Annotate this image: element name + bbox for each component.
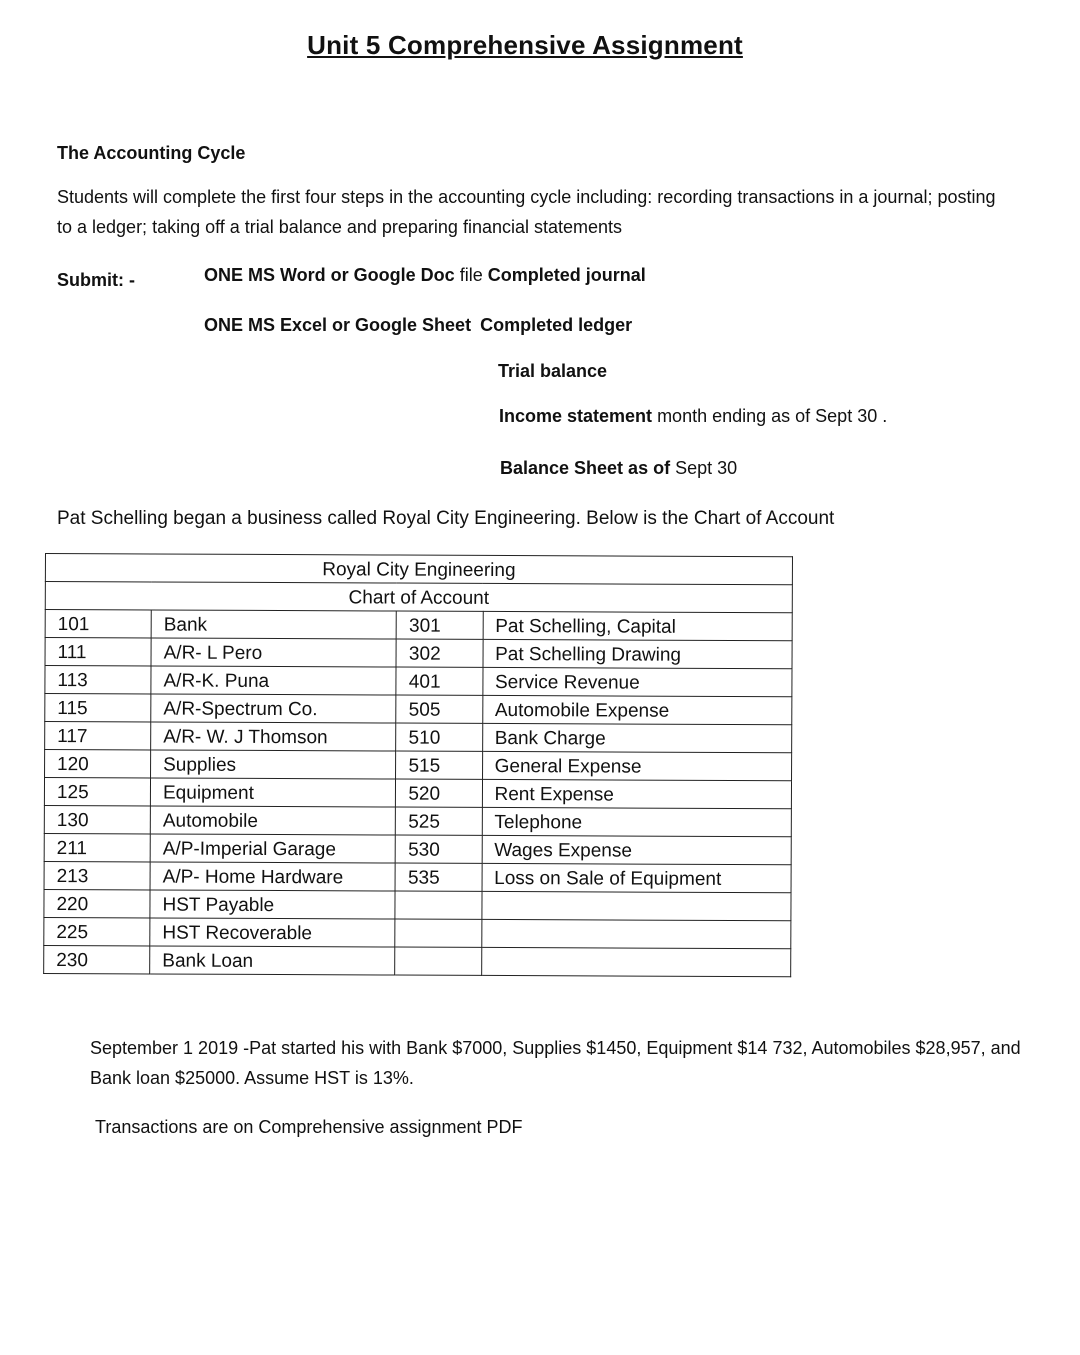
submit-label: Submit: - <box>57 270 135 290</box>
coa-account-name: Automobile <box>150 806 395 835</box>
coa-row <box>44 917 791 948</box>
submit-file-suffix: file <box>459 265 483 285</box>
coa-account-name: HST Payable <box>150 890 395 919</box>
coa-account-name: HST Recoverable <box>150 918 395 947</box>
coa-account-name <box>481 919 791 948</box>
coa-row <box>45 666 792 697</box>
coa-row <box>45 694 792 725</box>
coa-account-name: Service Revenue <box>482 667 792 696</box>
coa-account-number: 101 <box>45 610 151 638</box>
coa-account-number: 111 <box>45 638 151 666</box>
coa-account-name: A/R- W. J Thomson <box>151 722 396 751</box>
coa-account-number: 211 <box>44 833 150 861</box>
coa-account-number: 301 <box>397 611 483 639</box>
coa-account-number: 401 <box>396 667 482 695</box>
coa-row <box>44 861 791 892</box>
coa-account-name: Wages Expense <box>482 835 792 864</box>
submit-file-name: ONE MS Word or Google Doc <box>204 265 455 285</box>
coa-account-name: Bank Charge <box>482 723 792 752</box>
coa-account-number: 520 <box>396 779 482 807</box>
coa-heading-row <box>45 582 792 613</box>
chart-of-account-table <box>43 553 793 977</box>
coa-account-number: 515 <box>396 751 482 779</box>
submit-file-word <box>204 265 646 286</box>
deliverable-trial-balance <box>498 361 607 382</box>
coa-account-name: Bank Loan <box>150 946 395 975</box>
coa-account-number: 505 <box>396 695 482 723</box>
coa-account-number: 510 <box>396 723 482 751</box>
coa-account-name: Automobile Expense <box>482 695 792 724</box>
coa-account-number: 225 <box>44 917 150 945</box>
business-description: Pat Schelling began a business called Royal City Engineering. Below is the Chart of Account <box>57 508 835 529</box>
coa-account-number: 113 <box>45 666 151 694</box>
deliverable-bold: Trial balance <box>498 361 608 381</box>
deliverable-plain: month ending as of Sept 30 . <box>657 406 888 426</box>
submit-deliverable: Completed journal <box>487 265 646 285</box>
coa-row <box>44 778 791 809</box>
coa-heading: Chart of Account <box>45 582 792 613</box>
coa-account-number: 230 <box>44 945 150 973</box>
coa-account-number: 302 <box>396 639 482 667</box>
submit-deliverable: Completed ledger <box>480 315 633 335</box>
coa-account-name: A/R-K. Puna <box>151 666 396 695</box>
page-title: Unit 5 Comprehensive Assignment <box>307 30 743 60</box>
coa-account-name <box>481 891 791 920</box>
coa-company-name: Royal City Engineering <box>45 554 792 585</box>
coa-account-name: Pat Schelling Drawing <box>483 639 793 668</box>
intro-paragraph: Students will complete the first four steps in the accounting cycle including: recording transactions in a journal; posting to a ledger; taking off a trial balance and preparing financial statements <box>57 187 996 237</box>
coa-account-number: 117 <box>45 722 151 750</box>
coa-account-name: Pat Schelling, Capital <box>483 611 793 640</box>
coa-account-number: 535 <box>395 863 481 891</box>
coa-account-number: 525 <box>396 807 482 835</box>
coa-account-name: General Expense <box>482 751 792 780</box>
coa-account-number <box>395 891 481 919</box>
coa-account-name: A/P- Home Hardware <box>150 862 395 891</box>
submit-file-excel <box>204 315 632 336</box>
deliverable-bold: Income statement <box>499 406 653 426</box>
coa-account-name: Equipment <box>150 778 395 807</box>
coa-account-name: Rent Expense <box>482 779 792 808</box>
coa-account-number: 115 <box>45 694 151 722</box>
coa-account-name: Supplies <box>151 750 396 779</box>
coa-account-number: 125 <box>44 778 150 806</box>
opening-balances-text: September 1 2019 -Pat started his with Bank $7000, Supplies $1450, Equipment $14 732, Automobiles $28,957, and Bank loan $25000. Assume HST is 13%. <box>90 1038 1021 1088</box>
coa-row <box>45 722 792 753</box>
coa-account-number: 130 <box>44 805 150 833</box>
coa-account-number: 213 <box>44 861 150 889</box>
coa-account-number: 220 <box>44 889 150 917</box>
coa-account-name: A/P-Imperial Garage <box>150 834 395 863</box>
deliverable-balance-sheet <box>500 458 737 479</box>
deliverable-plain: Sept 30 <box>675 458 738 478</box>
coa-account-name: A/R-Spectrum Co. <box>151 694 396 723</box>
coa-row <box>45 610 792 641</box>
coa-row <box>44 833 791 864</box>
coa-company-row <box>45 554 792 585</box>
coa-account-name: Loss on Sale of Equipment <box>482 863 792 892</box>
submit-file-name: ONE MS Excel or Google Sheet <box>204 315 472 335</box>
coa-row <box>44 889 791 920</box>
deliverable-income-statement <box>499 406 887 427</box>
coa-account-name: A/R- L Pero <box>151 638 396 667</box>
coa-account-name: Telephone <box>482 807 792 836</box>
coa-account-number <box>395 919 481 947</box>
transactions-note: Transactions are on Comprehensive assignment PDF <box>95 1117 523 1137</box>
section-heading: The Accounting Cycle <box>57 143 246 163</box>
coa-table <box>43 553 793 977</box>
coa-row <box>45 638 792 669</box>
coa-account-number <box>395 947 481 975</box>
coa-row <box>44 945 791 976</box>
coa-account-number: 530 <box>396 835 482 863</box>
coa-account-name <box>481 947 791 976</box>
coa-account-name: Bank <box>151 610 396 639</box>
coa-account-number: 120 <box>45 750 151 778</box>
coa-row <box>45 750 792 781</box>
coa-row <box>44 805 791 836</box>
deliverable-bold: Balance Sheet as of <box>500 458 671 478</box>
